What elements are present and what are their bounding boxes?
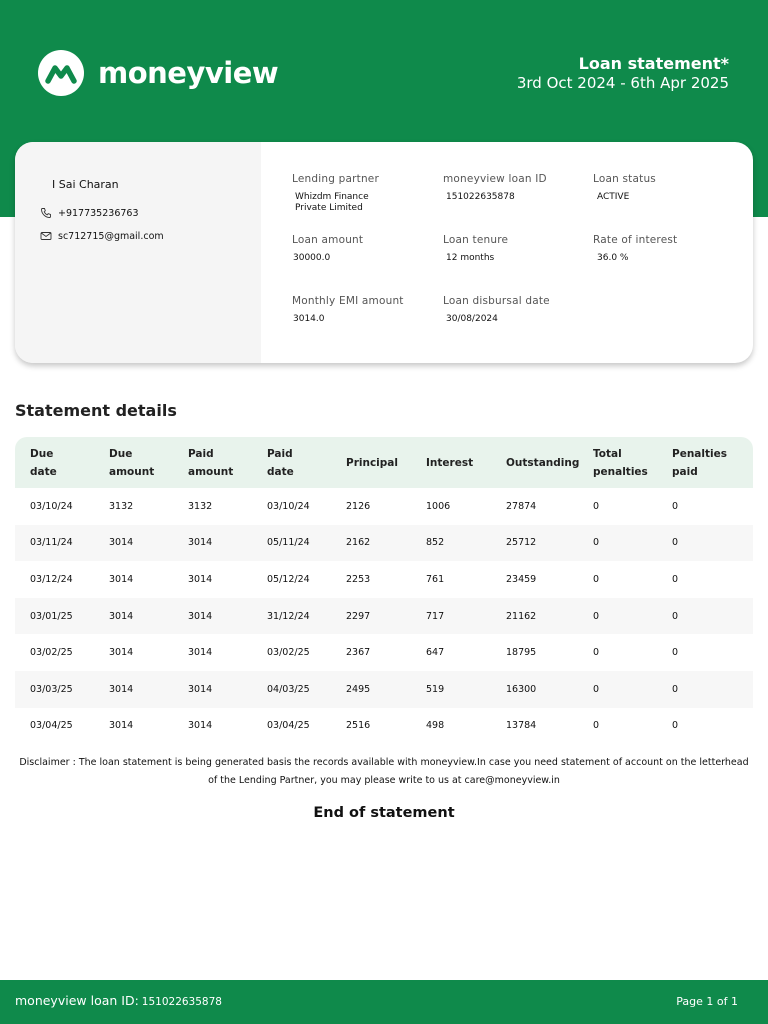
column-header-text: Penalties bbox=[672, 447, 727, 460]
mail-icon bbox=[40, 230, 52, 242]
disclaimer bbox=[12, 754, 756, 790]
column-header-text: amount bbox=[109, 465, 155, 478]
table-cell: 1006 bbox=[426, 500, 451, 512]
table-cell: 3014 bbox=[109, 720, 134, 732]
customer-panel bbox=[15, 142, 261, 363]
table-cell: 0 bbox=[672, 720, 679, 732]
table-cell: 0 bbox=[657, 525, 753, 562]
table-cell: 3014 bbox=[173, 671, 252, 708]
column-header bbox=[331, 437, 411, 488]
loan-tenure-label: Loan tenure bbox=[443, 234, 509, 246]
table-cell: 717 bbox=[411, 598, 491, 635]
customer-name: I Sai Charan bbox=[52, 178, 119, 191]
table-cell: 3014 bbox=[109, 647, 134, 659]
table-cell: 0 bbox=[672, 647, 679, 659]
table-cell: 31/12/24 bbox=[252, 598, 331, 635]
table-cell: 0 bbox=[672, 500, 679, 512]
table-cell: 03/10/24 bbox=[30, 500, 73, 512]
table-cell: 03/04/25 bbox=[267, 720, 310, 732]
table-cell: 0 bbox=[593, 500, 600, 512]
table-cell: 0 bbox=[657, 671, 753, 708]
email-row bbox=[40, 230, 164, 242]
column-header bbox=[491, 437, 578, 488]
column-header-text: Interest bbox=[426, 456, 474, 469]
lending-partner-value: Whizdm Finance Private Limited bbox=[295, 192, 369, 213]
table-cell: 3132 bbox=[188, 500, 213, 512]
loan-amount-field bbox=[292, 234, 363, 264]
table-cell: 03/01/25 bbox=[15, 598, 94, 635]
table-header-row bbox=[15, 437, 753, 488]
table-cell: 2126 bbox=[346, 500, 371, 512]
end-of-statement: End of statement bbox=[313, 805, 455, 821]
table-cell: 3014 bbox=[94, 598, 173, 635]
customer-email: sc712715@gmail.com bbox=[58, 230, 164, 242]
table-cell: 25712 bbox=[491, 525, 578, 562]
monthly-emi-label: Monthly EMI amount bbox=[292, 295, 404, 307]
lending-partner-field bbox=[292, 173, 379, 214]
table-cell: 2495 bbox=[331, 671, 411, 708]
table-cell: 03/02/25 bbox=[30, 647, 73, 659]
lending-partner-label: Lending partner bbox=[292, 173, 379, 185]
table-cell: 05/12/24 bbox=[267, 573, 310, 585]
loan-amount-value: 30000.0 bbox=[293, 253, 331, 263]
table-cell: 0 bbox=[657, 598, 753, 635]
column-header-text: Total bbox=[593, 447, 622, 460]
table-cell: 03/03/25 bbox=[15, 671, 94, 708]
loan-id-label: moneyview loan ID bbox=[443, 173, 547, 185]
table-cell: 3014 bbox=[188, 720, 213, 732]
column-header-text: Principal bbox=[346, 456, 398, 469]
table-cell: 0 bbox=[578, 671, 657, 708]
column-header bbox=[411, 437, 491, 488]
table-cell: 2367 bbox=[346, 647, 371, 659]
column-header bbox=[252, 437, 331, 488]
phone-icon bbox=[40, 207, 52, 219]
footer-loan-id-value: 151022635878 bbox=[141, 996, 222, 1008]
footer-loan-id bbox=[15, 993, 222, 1008]
table-cell: 3014 bbox=[173, 525, 252, 562]
monthly-emi-field bbox=[292, 295, 404, 325]
rate-of-interest-label: Rate of interest bbox=[593, 234, 678, 246]
table-cell: 3014 bbox=[94, 671, 173, 708]
table-cell: 2516 bbox=[346, 720, 371, 732]
disbursal-date-value: 30/08/2024 bbox=[446, 314, 498, 324]
table-cell: 05/11/24 bbox=[252, 525, 331, 562]
table-cell: 3014 bbox=[188, 647, 213, 659]
table-cell: 27874 bbox=[506, 500, 537, 512]
page-number: Page 1 of 1 bbox=[676, 995, 738, 1008]
column-header-text: Paid bbox=[267, 447, 293, 460]
column-header-text: amount bbox=[188, 465, 234, 478]
table-row bbox=[15, 634, 753, 671]
table-cell: 3014 bbox=[109, 573, 134, 585]
table-row bbox=[15, 708, 753, 745]
table-cell: 04/03/25 bbox=[252, 671, 331, 708]
column-header-text: paid bbox=[672, 465, 698, 478]
disbursal-date-field bbox=[443, 295, 550, 325]
table-cell: 0 bbox=[578, 598, 657, 635]
table-cell: 2162 bbox=[331, 525, 411, 562]
table-cell: 03/12/24 bbox=[30, 573, 73, 585]
table-cell: 519 bbox=[411, 671, 491, 708]
monthly-emi-value: 3014.0 bbox=[293, 314, 325, 324]
table-cell: 3014 bbox=[173, 598, 252, 635]
table-cell: 23459 bbox=[506, 573, 537, 585]
table-cell: 0 bbox=[672, 573, 679, 585]
column-header bbox=[15, 437, 94, 488]
footer-loan-id-label: moneyview loan ID: bbox=[15, 993, 139, 1008]
loan-tenure-field bbox=[443, 234, 508, 264]
brand-name: moneyview bbox=[98, 56, 279, 90]
loan-amount-label: Loan amount bbox=[292, 234, 364, 246]
table-cell: 647 bbox=[426, 647, 445, 659]
column-header-text: Outstanding bbox=[506, 456, 580, 469]
column-header bbox=[578, 437, 657, 488]
table-body bbox=[15, 488, 753, 744]
footer-bar bbox=[0, 980, 768, 1024]
column-header-text: date bbox=[30, 465, 57, 478]
table-cell: 0 bbox=[593, 573, 600, 585]
column-header-text: date bbox=[267, 465, 294, 478]
table-cell: 2253 bbox=[346, 573, 371, 585]
column-header bbox=[173, 437, 252, 488]
moneyview-logo bbox=[38, 50, 278, 96]
phone-row bbox=[40, 207, 139, 219]
table-cell: 03/02/25 bbox=[267, 647, 310, 659]
table-cell: 3132 bbox=[109, 500, 134, 512]
loan-summary-card bbox=[15, 142, 753, 363]
table-cell: 498 bbox=[426, 720, 445, 732]
table-cell: 2297 bbox=[331, 598, 411, 635]
table-row bbox=[15, 598, 753, 635]
table-row bbox=[15, 488, 753, 525]
loan-status-field bbox=[593, 173, 656, 203]
column-header bbox=[94, 437, 173, 488]
moneyview-logo-icon bbox=[38, 50, 84, 96]
table-cell: 3014 bbox=[188, 573, 213, 585]
table-cell: 0 bbox=[578, 525, 657, 562]
statement-details-title: Statement details bbox=[15, 401, 177, 420]
rate-of-interest-field bbox=[593, 234, 677, 264]
table-cell: 18795 bbox=[506, 647, 537, 659]
table-cell: 21162 bbox=[491, 598, 578, 635]
rate-of-interest-value: 36.0 % bbox=[597, 253, 629, 263]
loan-id-value: 151022635878 bbox=[446, 192, 515, 202]
table-cell: 13784 bbox=[506, 720, 537, 732]
loan-status-label: Loan status bbox=[593, 173, 656, 185]
statement-period: 3rd Oct 2024 - 6th Apr 2025 bbox=[516, 74, 729, 92]
table-cell: 03/04/25 bbox=[30, 720, 73, 732]
column-header-text: Paid bbox=[188, 447, 214, 460]
table-row bbox=[15, 561, 753, 598]
column-header-text: Due bbox=[109, 447, 133, 460]
column-header bbox=[657, 437, 753, 488]
statement-title: Loan statement* bbox=[578, 54, 729, 73]
table-cell: 0 bbox=[593, 647, 600, 659]
customer-phone: +917735236763 bbox=[58, 207, 139, 219]
table-cell: 16300 bbox=[491, 671, 578, 708]
table-cell: 03/10/24 bbox=[267, 500, 310, 512]
statement-table bbox=[15, 437, 753, 744]
disclaimer-line-2: of the Lending Partner, you may please write to us at care@moneyview.in bbox=[208, 775, 560, 786]
table-row bbox=[15, 671, 753, 708]
table-row bbox=[15, 525, 753, 562]
statement-heading bbox=[517, 54, 729, 92]
disclaimer-line-1: Disclaimer : The loan statement is being generated basis the records available with moneyview.In case you need statement of account on the letterhead bbox=[19, 757, 749, 768]
table-cell: 3014 bbox=[94, 525, 173, 562]
table-cell: 761 bbox=[426, 573, 445, 585]
disbursal-date-label: Loan disbursal date bbox=[443, 295, 550, 307]
column-header-text: penalties bbox=[593, 465, 648, 478]
table-cell: 852 bbox=[411, 525, 491, 562]
table-cell: 03/11/24 bbox=[15, 525, 94, 562]
loan-tenure-value: 12 months bbox=[446, 253, 495, 263]
table-cell: 0 bbox=[593, 720, 600, 732]
column-header-text: Due bbox=[30, 447, 54, 460]
loan-status-value: ACTIVE bbox=[597, 192, 630, 202]
loan-id-field bbox=[443, 173, 547, 203]
